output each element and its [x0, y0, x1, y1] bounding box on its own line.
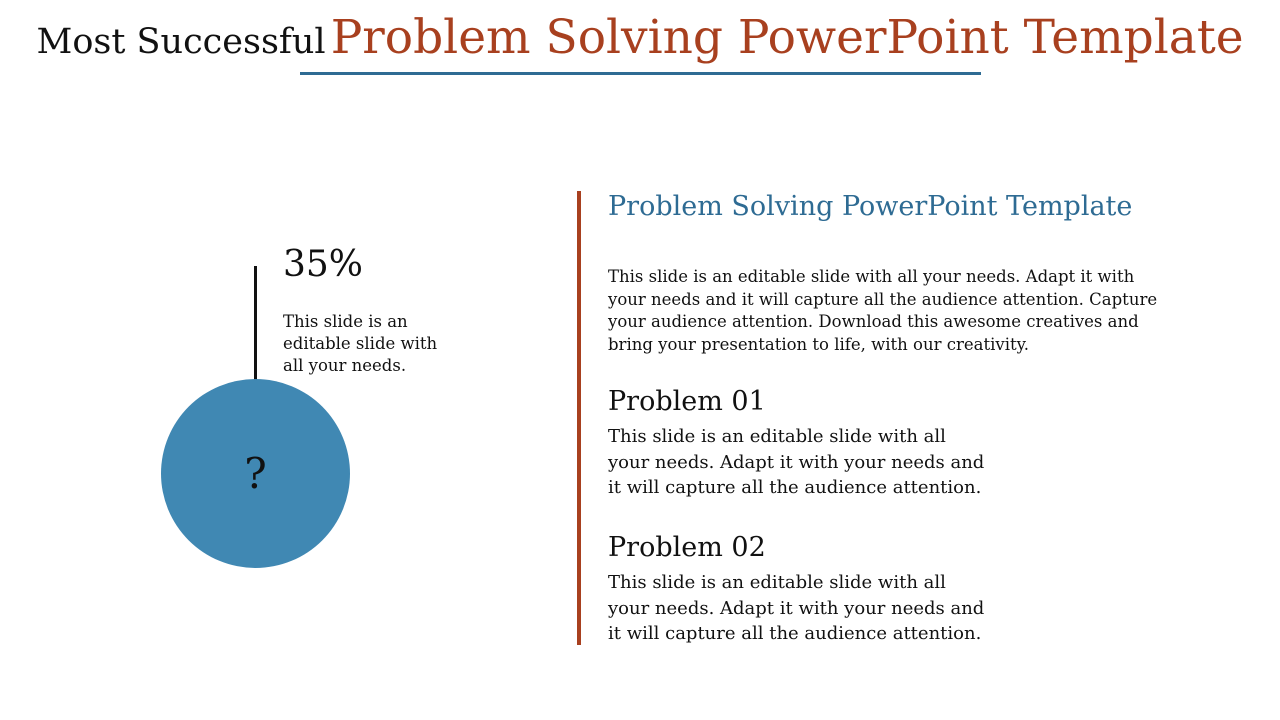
- vertical-divider: [577, 191, 581, 645]
- title-underline: [300, 72, 981, 75]
- percent-caption: This slide is an editable slide with all your needs.: [283, 312, 438, 375]
- title-lead: Most Successful: [36, 22, 326, 62]
- problem-01-heading: Problem 01: [608, 386, 766, 417]
- section-title: Problem Solving PowerPoint Template: [608, 191, 1133, 222]
- question-circle: [161, 379, 350, 568]
- problem-02-text: This slide is an editable slide with all your needs. Adapt it with your needs and it will capture all the audience attention.: [608, 572, 985, 644]
- circle-stem: [254, 266, 257, 382]
- percent-value: 35%: [283, 244, 364, 285]
- question-mark-icon: ?: [244, 448, 267, 498]
- title-main: Problem Solving PowerPoint Template: [330, 10, 1244, 65]
- slide-title: [0, 10, 1280, 65]
- problem-01-text: This slide is an editable slide with all your needs. Adapt it with your needs and it will capture all the audience attention.: [608, 426, 985, 498]
- intro-paragraph: This slide is an editable slide with all your needs. Adapt it with your needs and it will capture all the audience attention. Capture your audience attention. Download this awesome creatives and bring your presentation to life, with our creativity.: [608, 267, 1158, 354]
- problem-02-heading: Problem 02: [608, 532, 766, 563]
